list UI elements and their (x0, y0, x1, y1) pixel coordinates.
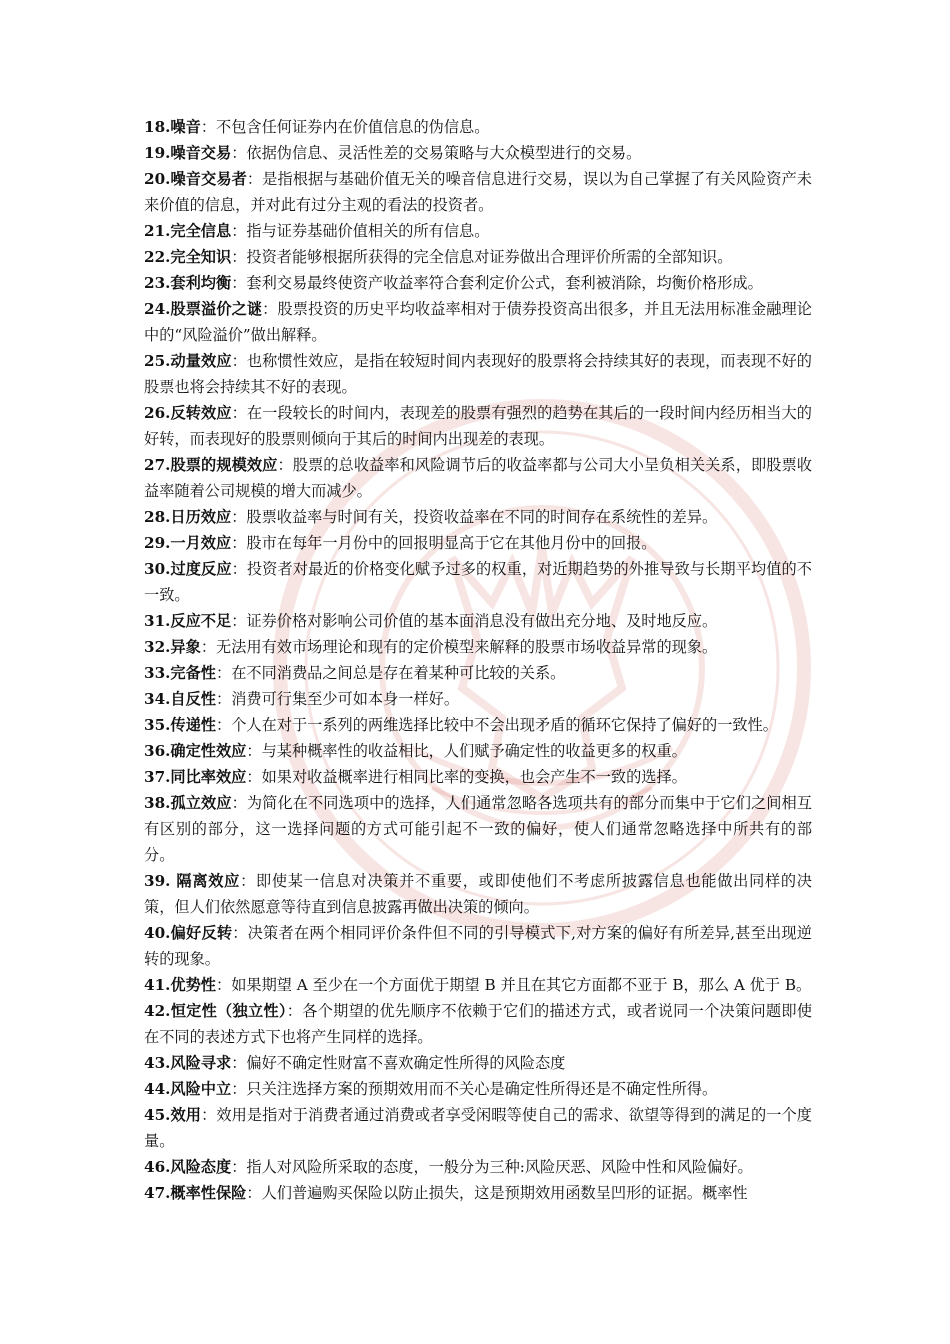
glossary-definition: ：如果期望 A 至少在一个方面优于期望 B 并且在其它方面都不亚于 B，那么 A 优于 B。 (216, 976, 812, 994)
glossary-definition: ：在不同消费品之间总是存在着某种可比较的关系。 (216, 664, 566, 682)
glossary-definition: ：也称惯性效应，是指在较短时间内表现好的股票将会持续其好的表现，而表现不好的股票也将会持续其不好的表现。 (144, 352, 812, 396)
glossary-term: 22.完全知识 (144, 248, 232, 266)
glossary-definition: ：只关注选择方案的预期效用而不关心是确定性所得还是不确定性所得。 (231, 1080, 718, 1098)
glossary-term: 44.风险中立 (144, 1080, 232, 1098)
glossary-entry (144, 114, 812, 140)
glossary-entry (144, 738, 812, 764)
glossary-definition: ：在一段较长的时间内，表现差的股票有强烈的趋势在其后的一段时间内经历相当大的好转，而表现好的股票则倾向于其后的时间内出现差的表现。 (144, 404, 812, 448)
glossary-term: 20.噪音交易者 (144, 170, 247, 188)
glossary-term: 23.套利均衡 (144, 274, 232, 292)
glossary-term: 19.噪音交易 (144, 144, 232, 162)
glossary-term: 32.异象 (144, 638, 201, 656)
glossary-entry (144, 634, 812, 660)
glossary-definition: ：无法用有效市场理论和现有的定价模型来解释的股票市场收益异常的现象。 (200, 638, 718, 656)
glossary-entry (144, 660, 812, 686)
document-body (144, 114, 812, 1206)
glossary-definition: ：不包含任何证券内在价值信息的伪信息。 (200, 118, 490, 136)
glossary-entry (144, 1180, 812, 1206)
glossary-entry (144, 348, 812, 400)
glossary-definition: ：与某种概率性的收益相比，人们赋予确定性的收益更多的权重。 (246, 742, 687, 760)
glossary-entry (144, 920, 812, 972)
glossary-term: 41.优势性 (144, 976, 216, 994)
glossary-definition: ：投资者能够根据所获得的完全信息对证券做出合理评价所需的全部知识。 (231, 248, 733, 266)
glossary-definition: ：股票收益率与时间有关，投资收益率在不同的时间存在系统性的差异。 (231, 508, 718, 526)
glossary-term: 33.完备性 (144, 664, 216, 682)
glossary-term: 30.过度反应 (144, 560, 232, 578)
glossary-term: 28.日历效应 (144, 508, 232, 526)
glossary-entry (144, 608, 812, 634)
glossary-term: 21.完全信息 (144, 222, 232, 240)
glossary-entry (144, 270, 812, 296)
glossary-term: 26.反转效应 (144, 404, 232, 422)
glossary-definition: ：投资者对最近的价格变化赋予过多的权重，对近期趋势的外推导致与长期平均值的不一致。 (144, 560, 812, 604)
glossary-term: 45.效用 (144, 1106, 202, 1124)
glossary-entry (144, 244, 812, 270)
glossary-definition: ：依据伪信息、灵活性差的交易策略与大众模型进行的交易。 (231, 144, 642, 162)
glossary-entry (144, 1154, 812, 1180)
glossary-term: 24.股票溢价之谜 (144, 300, 263, 318)
glossary-definition: ：指人对风险所采取的态度，一般分为三种:风险厌恶、风险中性和风险偏好。 (231, 1158, 753, 1176)
glossary-definition: ：即使某一信息对决策并不重要，或即使他们不考虑所披露信息也能做出同样的决策，但人们依然愿意等待直到信息披露再做出决策的倾向。 (144, 872, 812, 916)
glossary-entry (144, 140, 812, 166)
glossary-definition: ：如果对收益概率进行相同比率的变换，也会产生不一致的选择。 (246, 768, 687, 786)
glossary-entry (144, 686, 812, 712)
glossary-term: 27.股票的规模效应 (144, 456, 278, 474)
glossary-entry (144, 1076, 812, 1102)
glossary-entry (144, 218, 812, 244)
glossary-term: 29.一月效应 (144, 534, 232, 552)
glossary-entry (144, 972, 812, 998)
glossary-entry (144, 452, 812, 504)
glossary-definition: ：消费可行集至少可如本身一样好。 (216, 690, 459, 708)
glossary-entry (144, 764, 812, 790)
glossary-term: 47.概率性保险 (144, 1184, 247, 1202)
glossary-definition: ：指与证券基础价值相关的所有信息。 (231, 222, 490, 240)
glossary-definition: ：股市在每年一月份中的回报明显高于它在其他月份中的回报。 (231, 534, 657, 552)
glossary-definition: ：各个期望的优先顺序不依赖于它们的描述方式，或者说同一个决策问题即使在不同的表述方式下也将产生同样的选择。 (144, 1002, 813, 1046)
glossary-definition: ：是指根据与基础价值无关的噪音信息进行交易，误以为自己掌握了有关风险资产未来价值的信息，并对此有过分主观的看法的投资者。 (144, 170, 812, 214)
glossary-term: 46.风险态度 (144, 1158, 232, 1176)
glossary-definition: ：股票的总收益率和风险调节后的收益率都与公司大小呈负相关关系，即股票收益率随着公司规模的增大而减少。 (144, 456, 812, 500)
glossary-entry (144, 504, 812, 530)
glossary-entry (144, 868, 812, 920)
glossary-definition: ：决策者在两个相同评价条件但不同的引导模式下,对方案的偏好有所差异,甚至出现逆转的现象。 (144, 924, 812, 968)
glossary-term: 40.偏好反转 (144, 924, 233, 942)
glossary-definition: ：套利交易最终使资产收益率符合套利定价公式，套利被消除，均衡价格形成。 (231, 274, 763, 292)
glossary-entry (144, 296, 812, 348)
glossary-definition: ：偏好不确定性财富不喜欢确定性所得的风险态度 (231, 1054, 566, 1072)
glossary-term: 34.自反性 (144, 690, 216, 708)
glossary-definition: ：股票投资的历史平均收益率相对于债券投资高出很多，并且无法用标准金融理论中的“风险溢价”做出解释。 (144, 300, 812, 344)
glossary-entry (144, 712, 812, 738)
glossary-definition: ：效用是指对于消费者通过消费或者享受闲暇等使自己的需求、欲望等得到的满足的一个度量。 (144, 1106, 812, 1150)
glossary-term: 18.噪音 (144, 118, 201, 136)
glossary-entry (144, 530, 812, 556)
glossary-entry (144, 790, 812, 868)
glossary-definition: ：个人在对于一系列的两维选择比较中不会出现矛盾的循环它保持了偏好的一致性。 (216, 716, 778, 734)
glossary-term: 25.动量效应 (144, 352, 232, 370)
glossary-term: 35.传递性 (144, 716, 216, 734)
glossary-term: 38.孤立效应 (144, 794, 232, 812)
glossary-term: 37.同比率效应 (144, 768, 247, 786)
glossary-definition: ：为简化在不同选项中的选择，人们通常忽略各选项共有的部分而集中于它们之间相互有区别的部分，这一选择问题的方式可能引起不一致的偏好，使人们通常忽略选择中所共有的部分。 (144, 794, 812, 864)
glossary-definition: ：人们普遍购买保险以防止损失，这是预期效用函数呈凹形的证据。概率性 (246, 1184, 748, 1202)
glossary-entry (144, 400, 812, 452)
glossary-entry (144, 1102, 812, 1154)
glossary-term: 39. 隔离效应 (144, 872, 241, 890)
glossary-term: 42.恒定性（独立性） (144, 1002, 287, 1020)
glossary-entry (144, 1050, 812, 1076)
glossary-definition: ：证券价格对影响公司价值的基本面消息没有做出充分地、及时地反应。 (231, 612, 718, 630)
glossary-entry (144, 556, 812, 608)
glossary-term: 36.确定性效应 (144, 742, 247, 760)
glossary-term: 43.风险寻求 (144, 1054, 232, 1072)
glossary-entry (144, 998, 812, 1050)
glossary-entry (144, 166, 812, 218)
glossary-term: 31.反应不足 (144, 612, 232, 630)
